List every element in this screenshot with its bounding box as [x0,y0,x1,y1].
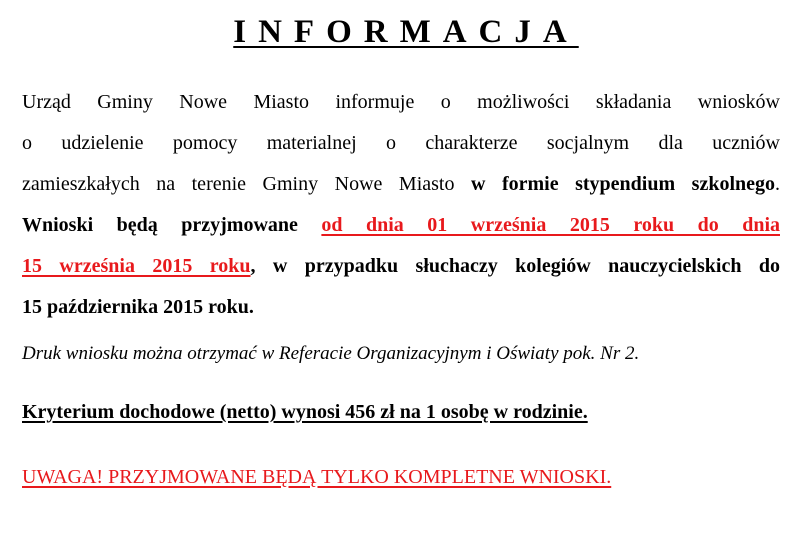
warning-notice: UWAGA! PRZYJMOWANE BĘDĄ TYLKO KOMPLETNE WNIOSKI. [22,466,612,488]
paragraph-line-5 [22,246,780,287]
date-range-end-text: 15 września 2015 roku [22,255,251,277]
form-location-note: Druk wniosku można otrzymać w Referacie Organizacyjnym i Oświaty pok. Nr 2. [22,343,640,364]
paragraph-line-1: Urząd Gminy Nowe Miasto informuje o możliwości składania wniosków [22,91,780,113]
main-paragraph [22,82,780,328]
document-title [0,10,800,54]
line-3-text: zamieszkałych na terenie Gminy Nowe Miasto [22,173,471,195]
document-title-text: INFORMACJA [233,14,579,50]
line-3-period: . [775,173,781,195]
paragraph-line-4 [22,205,780,246]
income-criterion: Kryterium dochodowe (netto) wynosi 456 zł na 1 osobę w rodzinie. [22,401,588,423]
paragraph-line-3 [22,164,780,205]
college-students-text: , w przypadku słuchaczy kolegiów nauczycielskich do [250,255,780,277]
paragraph-line-2: o udzielenie pomocy materialnej o charakterze socjalnym dla uczniów [22,132,780,154]
scholarship-form-text: w formie stypendium szkolnego [471,173,776,195]
applications-accepted-text: Wnioski będą przyjmowane [22,214,322,236]
paragraph-line-6: 15 października 2015 roku. [22,296,254,318]
date-range-start-text: od dnia 01 września 2015 roku do dnia [321,214,780,236]
